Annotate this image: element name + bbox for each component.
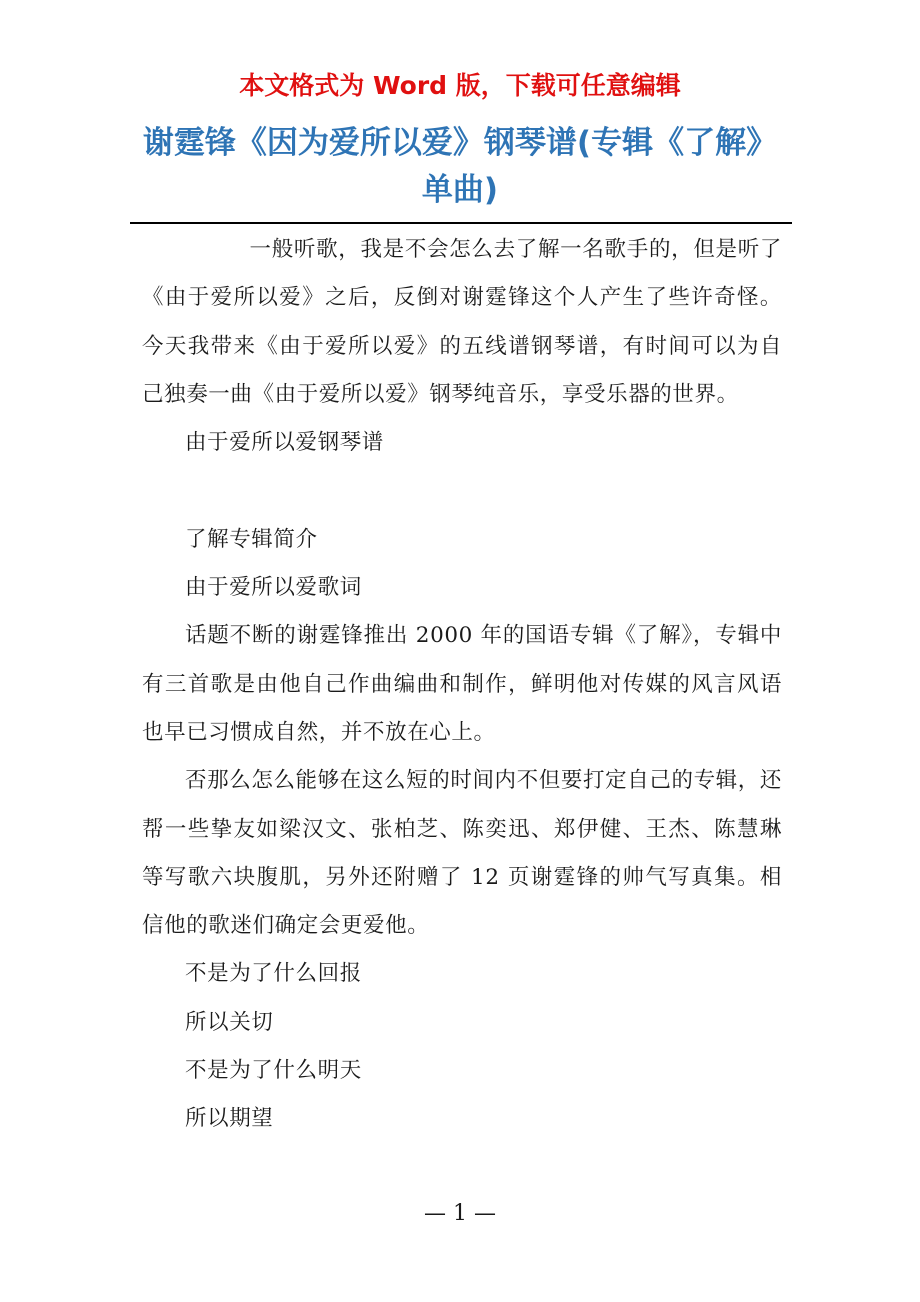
lyric-line: 不是为了什么回报 bbox=[185, 961, 362, 987]
album-paragraph: 话题不断的谢霆锋推出 2000 年的国语专辑《了解》，专辑中有三首歌是由他自己作曲编曲和制作，鲜明他对传媒的风言风语也早已习惯成自然，并不放在心上。 bbox=[142, 623, 782, 745]
blank-line bbox=[142, 467, 782, 515]
lyric-line: 所以期望 bbox=[185, 1106, 274, 1132]
document-body bbox=[142, 226, 782, 1144]
title-divider bbox=[130, 222, 792, 224]
section-heading-album-intro: 了解专辑简介 bbox=[185, 526, 318, 552]
format-notice: 本文格式为 Word 版，下载可任意编辑 bbox=[239, 71, 681, 100]
page-number: — 1 — bbox=[424, 1201, 496, 1226]
album-paragraph-continued: 否那么怎么能够在这么短的时间内不但要打定自己的专辑，还帮一些挚友如梁汉文、张柏芝、陈奕迅、郑伊健、王杰、陈慧琳等写歌六块腹肌，另外还附赠了 12 页谢霆锋的帅气写真集。相信他的歌迷们确定会更爱他。 bbox=[142, 768, 782, 939]
lyric-line: 不是为了什么明天 bbox=[185, 1058, 362, 1084]
intro-paragraph: 一般听歌，我是不会怎么去了解一名歌手的，但是听了《由于爱所以爱》之后，反倒对谢霆锋这个人产生了些许奇怪。今天我带来《由于爱所以爱》的五线谱钢琴谱，有时间可以为自己独奏一曲《由于爱所以爱》钢琴纯音乐，享受乐器的世界。 bbox=[142, 237, 782, 407]
page-title: 谢霆锋《因为爱所以爱》钢琴谱(专辑《了解》单曲) bbox=[142, 125, 778, 208]
section-heading-piano-score: 由于爱所以爱钢琴谱 bbox=[185, 430, 384, 456]
lyric-line: 所以关切 bbox=[185, 1009, 274, 1035]
section-heading-lyrics: 由于爱所以爱歌词 bbox=[185, 575, 362, 601]
